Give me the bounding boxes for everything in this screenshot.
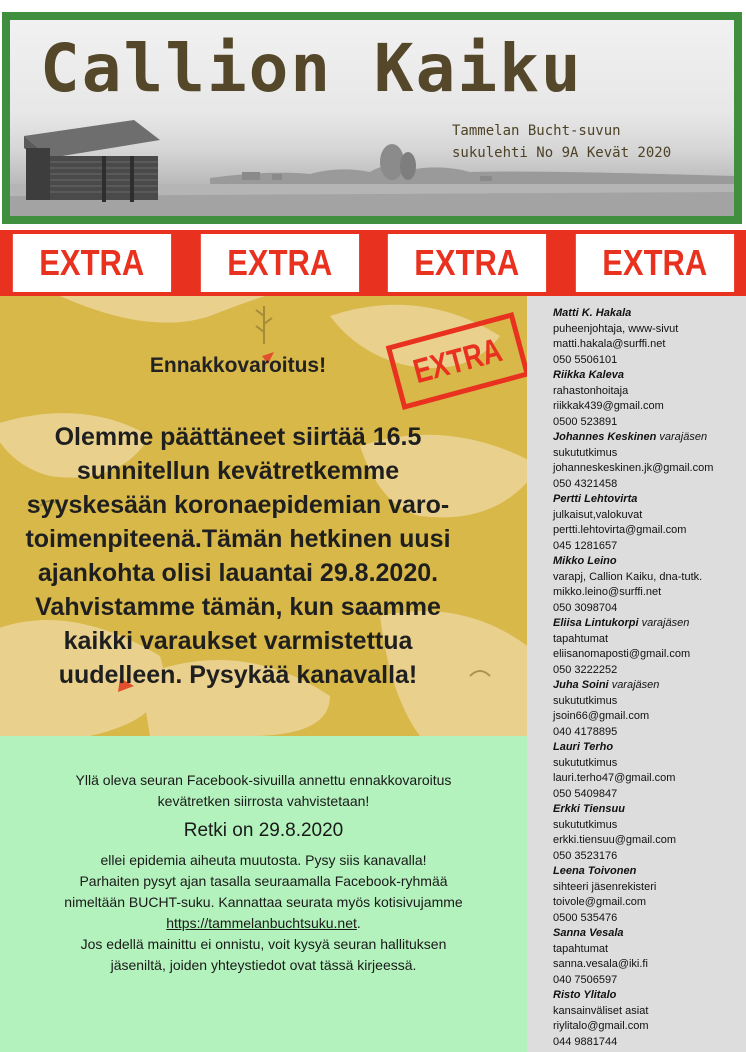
contact-name-row — [553, 988, 746, 1004]
contact-name-row — [553, 864, 746, 880]
contact-name: Mikko Leino — [553, 555, 617, 567]
contact-name: Leena Toivonen — [553, 865, 637, 877]
contact-entry — [553, 678, 746, 740]
contact-entry — [553, 368, 746, 430]
contact-role: sihteeri jäsenrekisteri — [553, 880, 657, 893]
contact-role: julkaisut,valokuvat — [553, 508, 643, 521]
contact-role: puheenjohtaja, www-sivut — [553, 322, 679, 335]
contact-name-row — [553, 430, 746, 446]
announcement-heading: Ennakkovaroitus! — [149, 354, 327, 377]
announcement-line: toimenpiteenä.Tämän hetkinen uusi — [25, 525, 451, 553]
contact-phone: 0500 535476 — [553, 911, 618, 924]
contact-name-row — [553, 740, 746, 756]
info-panel — [0, 736, 527, 1052]
announcement-line: Olemme päättäneet siirtää 16.5 — [54, 423, 422, 451]
contact-name: Sanna Vesala — [553, 927, 624, 939]
contact-phone: 040 7506597 — [553, 973, 618, 986]
trip-date-headline: Retki on 29.8.2020 — [183, 820, 344, 841]
contact-role: sukututkimus — [553, 446, 618, 459]
extra-label: EXTRA — [13, 234, 171, 292]
extra-banner — [0, 230, 746, 296]
contact-entry — [553, 802, 746, 864]
board-contacts-sidebar — [527, 296, 746, 1052]
newsletter-subtitle — [452, 120, 742, 164]
contact-name: Juha Soini — [553, 679, 609, 691]
contact-phone: 050 3222252 — [553, 663, 618, 676]
extra-label: EXTRA — [200, 234, 358, 292]
announcement-line: ajankohta olisi lauantai 29.8.2020. — [37, 559, 439, 587]
contact-entry — [553, 988, 746, 1050]
contact-phone: 050 5506101 — [553, 353, 618, 366]
contact-email[interactable]: eliisanomaposti@gmail.com — [553, 648, 691, 660]
contact-entry — [553, 492, 746, 554]
contact-name-row — [553, 554, 746, 570]
contact-role: varapj, Callion Kaiku, dna-tutk. — [553, 570, 703, 583]
contact-role: rahastonhoitaja — [553, 384, 629, 397]
contact-phone: 050 3098704 — [553, 601, 618, 614]
details-line-6: jäseniltä, joiden yhteystiedot ovat tässä kirjeessä. — [110, 957, 417, 973]
contact-name-row — [553, 616, 746, 632]
contact-name: Johannes Keskinen — [553, 431, 657, 443]
contact-email[interactable]: erkki.tiensuu@gmail.com — [553, 834, 677, 846]
contact-email[interactable]: riylitalo@gmail.com — [553, 1020, 649, 1032]
announcement-line: uudelleen. Pysykää kanavalla! — [58, 661, 418, 689]
contact-role-extra: varajäsen — [659, 431, 708, 443]
link-suffix: . — [356, 915, 361, 931]
announcement-line: Vahvistamme tämän, kun saamme — [35, 593, 441, 621]
subtitle-line-2: sukulehti No 9A Kevät 2020 — [452, 145, 672, 161]
contact-email[interactable]: johanneskeskinen.jk@gmail.com — [553, 462, 714, 474]
newsletter-title: Callion Kaiku — [40, 30, 583, 107]
contact-name: Eliisa Lintukorpi — [553, 617, 639, 629]
contact-role-extra: varajäsen — [611, 679, 660, 691]
contact-entry — [553, 430, 746, 492]
contact-email[interactable]: lauri.terho47@gmail.com — [553, 772, 676, 784]
contact-role: sukututkimus — [553, 694, 618, 707]
announcement-body — [0, 420, 476, 692]
contact-email[interactable]: jsoin66@gmail.com — [553, 710, 650, 722]
contact-name-row — [553, 678, 746, 694]
extra-stamp-text: EXTRA — [409, 330, 507, 391]
contact-phone: 050 5409847 — [553, 787, 618, 800]
contact-name-row — [553, 306, 746, 322]
announcement-line: syyskesään koronaepidemian varo- — [26, 491, 450, 519]
contact-name: Pertti Lehtovirta — [553, 493, 638, 505]
contact-email[interactable]: mikko.leino@surffi.net — [553, 586, 662, 598]
contact-phone: 045 1281657 — [553, 539, 618, 552]
contact-name-row — [553, 492, 746, 508]
extra-label: EXTRA — [575, 234, 733, 292]
contact-entry — [553, 616, 746, 678]
contact-phone: 044 9881744 — [553, 1035, 618, 1048]
details-line-1: ellei epidemia aiheuta muutosta. Pysy siis kanavalla! — [100, 852, 427, 868]
contact-email[interactable]: toivole@gmail.com — [553, 896, 647, 908]
contact-entry — [553, 864, 746, 926]
subtitle-line-1: Tammelan Bucht-suvun — [452, 123, 621, 139]
contact-name: Matti K. Hakala — [553, 307, 632, 319]
contact-name: Lauri Terho — [553, 741, 614, 753]
extra-label: EXTRA — [388, 234, 546, 292]
contact-entry — [553, 306, 746, 368]
contact-email[interactable]: pertti.lehtovirta@gmail.com — [553, 524, 687, 536]
contact-email[interactable]: matti.hakala@surffi.net — [553, 338, 666, 350]
contact-name-row — [553, 368, 746, 384]
confirmation-line-2: kevätretken siirrosta vahvistetaan! — [157, 793, 370, 809]
contact-phone: 050 3523176 — [553, 849, 618, 862]
contact-entry — [553, 740, 746, 802]
contact-entry — [553, 926, 746, 988]
contact-role: sukututkimus — [553, 818, 618, 831]
details-line-3: nimeltään BUCHT-suku. Kannattaa seurata myös kotisivujamme — [64, 894, 463, 910]
confirmation-paragraph — [0, 770, 527, 812]
contact-email[interactable]: riikkak439@gmail.com — [553, 400, 664, 412]
announcement-line: sunnitellun kevätretkemme — [76, 457, 400, 485]
contact-role: tapahtumat — [553, 632, 609, 645]
contact-phone: 0500 523891 — [553, 415, 618, 428]
contact-role-extra: varajäsen — [641, 617, 690, 629]
contact-role: kansainväliset asiat — [553, 1004, 649, 1017]
contact-phone: 050 4321458 — [553, 477, 618, 490]
contact-name: Erkki Tiensuu — [553, 803, 625, 815]
contact-role: sukututkimus — [553, 756, 618, 769]
announcement-line: kaikki varaukset varmistettua — [63, 627, 413, 655]
masthead-photo-frame — [2, 12, 742, 224]
contact-role: tapahtumat — [553, 942, 609, 955]
contact-name: Riikka Kaleva — [553, 369, 624, 381]
details-paragraph — [0, 850, 527, 976]
details-line-2: Parhaiten pysyt ajan tasalla seuraamalla Facebook-ryhmää — [79, 873, 448, 889]
contact-name: Risto Ylitalo — [553, 989, 617, 1001]
contact-phone: 040 4178895 — [553, 725, 618, 738]
confirmation-line-1: Yllä oleva seuran Facebook-sivuilla annettu ennakkovaroitus — [75, 772, 452, 788]
contact-email[interactable]: sanna.vesala@iki.fi — [553, 958, 648, 970]
masthead — [0, 0, 746, 226]
announcement-panel — [0, 296, 527, 736]
details-line-5: Jos edellä mainittu ei onnistu, voit kysyä seuran hallituksen — [80, 936, 447, 952]
contact-name-row — [553, 926, 746, 942]
contact-name-row — [553, 802, 746, 818]
contact-entry — [553, 554, 746, 616]
homepage-link[interactable]: https://tammelanbuchtsuku.net — [166, 915, 357, 931]
